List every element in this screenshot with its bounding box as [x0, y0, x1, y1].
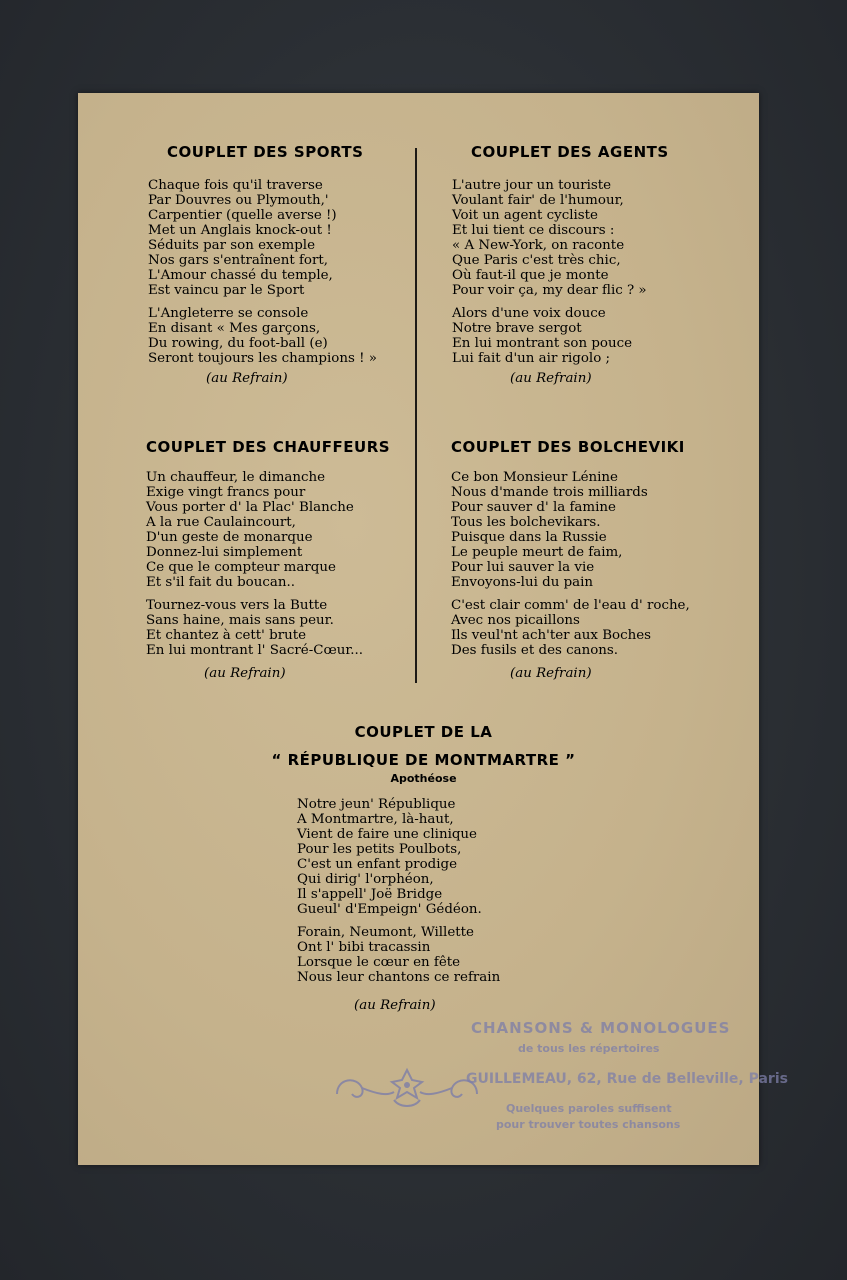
verse-line: Par Douvres ou Plymouth,': [148, 193, 329, 208]
verse-line: Exige vingt francs pour: [146, 485, 306, 500]
verse-line: Ce bon Monsieur Lénine: [451, 470, 618, 485]
verse-line: A la rue Caulaincourt,: [146, 515, 296, 530]
verse-line: Tournez-vous vers la Butte: [146, 598, 328, 613]
publisher-stamp-slogan-2: pour trouver toutes chansons: [496, 1118, 681, 1131]
verse-line: Que Paris c'est très chic,: [452, 253, 621, 268]
couplet-agents: [452, 143, 669, 366]
verse-line: Du rowing, du foot-ball (e): [148, 336, 328, 351]
verse-line: C'est clair comm' de l'eau d' roche,: [451, 598, 690, 613]
verse-line: Ils veul'nt ach'ter aux Boches: [451, 628, 652, 643]
verse-line: Puisque dans la Russie: [451, 530, 607, 545]
couplet-republique-stanza-1: [297, 797, 500, 917]
verse-line: C'est un enfant prodige: [297, 857, 458, 872]
verse-line: « A New-York, on raconte: [452, 238, 625, 253]
verse-line: Forain, Neumont, Willette: [297, 925, 474, 940]
verse-line: Notre brave sergot: [452, 321, 582, 336]
verse-line: Séduits par son exemple: [148, 238, 315, 253]
verse-line: Pour les petits Poulbots,: [297, 842, 462, 857]
verse-line: En lui montrant l' Sacré-Cœur...: [146, 643, 364, 658]
verse-line: Ce que le compteur marque: [146, 560, 336, 575]
verse-line: Envoyons-lui du pain: [451, 575, 594, 590]
agents-refrain: (au Refrain): [510, 371, 592, 386]
verse-line: Gueul' d'Empeign' Gédéon.: [297, 902, 482, 917]
verse-line: Vient de faire une clinique: [297, 827, 477, 842]
chauffeurs-refrain: (au Refrain): [204, 666, 286, 681]
couplet-sports-stanza-2: [148, 306, 377, 366]
verse-line: Où faut-il que je monte: [452, 268, 609, 283]
verse-line: D'un geste de monarque: [146, 530, 313, 545]
verse-line: Notre jeun' République: [297, 797, 456, 812]
publisher-stamp-slogan-1: Quelques paroles suffisent: [506, 1102, 672, 1115]
verse-line: Pour voir ça, my dear flic ? »: [452, 283, 647, 298]
verse-line: L'autre jour un touriste: [452, 178, 612, 193]
publisher-stamp-subtitle: de tous les répertoires: [518, 1042, 660, 1055]
couplet-agents-stanza-2: [452, 306, 669, 366]
couplet-agents-title: COUPLET DES AGENTS: [471, 143, 669, 161]
couplet-chauffeurs-stanza-1: [146, 470, 390, 590]
verse-line: Et lui tient ce discours :: [452, 223, 615, 238]
verse-line: Carpentier (quelle averse !): [148, 208, 337, 223]
verse-line: Tous les bolchevikars.: [451, 515, 601, 530]
verse-line: Seront toujours les champions ! »: [148, 351, 377, 366]
verse-line: Voulant fair' de l'humour,: [452, 193, 624, 208]
couplet-sports-stanza-1: [148, 178, 377, 298]
verse-line: En lui montrant son pouce: [452, 336, 633, 351]
verse-line: A Montmartre, là-haut,: [297, 812, 454, 827]
verse-line: Est vaincu par le Sport: [148, 283, 305, 298]
republique-title-line-2: “ RÉPUBLIQUE DE MONTMARTRE ”: [271, 751, 576, 769]
couplet-republique-stanza-2: [297, 925, 500, 985]
verse-line: Lui fait d'un air rigolo ;: [452, 351, 611, 366]
verse-line: Et s'il fait du boucan..: [146, 575, 295, 590]
sports-refrain: (au Refrain): [206, 371, 288, 386]
verse-line: Et chantez à cett' brute: [146, 628, 307, 643]
verse-line: En disant « Mes garçons,: [148, 321, 321, 336]
couplet-chauffeurs: [146, 438, 390, 658]
verse-line: Voit un agent cycliste: [452, 208, 598, 223]
verse-line: Qui dirig' l'orphéon,: [297, 872, 434, 887]
verse-line: Donnez-lui simplement: [146, 545, 303, 560]
verse-line: Lorsque le cœur en fête: [297, 955, 461, 970]
couplet-sports-title: COUPLET DES SPORTS: [167, 143, 364, 161]
verse-line: Le peuple meurt de faim,: [451, 545, 623, 560]
flourish-ornament-icon: [332, 1064, 482, 1112]
verse-line: Il s'appell' Joë Bridge: [297, 887, 443, 902]
publisher-stamp-title: CHANSONS & MONOLOGUES: [471, 1019, 731, 1037]
verse-line: Alors d'une voix douce: [452, 306, 606, 321]
verse-line: Nous leur chantons ce refrain: [297, 970, 501, 985]
bolcheviki-refrain: (au Refrain): [510, 666, 592, 681]
verse-line: Met un Anglais knock-out !: [148, 223, 332, 238]
verse-line: L'Angleterre se console: [148, 306, 309, 321]
verse-line: Vous porter d' la Plac' Blanche: [146, 500, 354, 515]
couplet-chauffeurs-stanza-2: [146, 598, 390, 658]
verse-line: Avec nos picaillons: [451, 613, 580, 628]
verse-line: Des fusils et des canons.: [451, 643, 619, 658]
couplet-agents-stanza-1: [452, 178, 669, 298]
couplet-bolcheviki: [451, 438, 690, 658]
republique-subtitle: Apothéose: [390, 772, 457, 785]
verse-line: Un chauffeur, le dimanche: [146, 470, 326, 485]
couplet-republique: [297, 797, 500, 985]
verse-line: Chaque fois qu'il traverse: [148, 178, 323, 193]
republique-title-line-1: COUPLET DE LA: [354, 723, 493, 741]
couplet-bolcheviki-stanza-1: [451, 470, 690, 590]
publisher-stamp-address: GUILLEMEAU, 62, Rue de Belleville, Paris: [466, 1071, 788, 1087]
verse-line: Nos gars s'entraînent fort,: [148, 253, 329, 268]
verse-line: L'Amour chassé du temple,: [148, 268, 333, 283]
couplet-bolcheviki-title: COUPLET DES BOLCHEVIKI: [451, 438, 685, 456]
couplet-chauffeurs-title: COUPLET DES CHAUFFEURS: [146, 438, 391, 456]
couplet-sports: [148, 143, 377, 366]
column-divider: [415, 148, 417, 683]
verse-line: Pour sauver d' la famine: [451, 500, 616, 515]
republique-refrain: (au Refrain): [354, 998, 436, 1013]
verse-line: Nous d'mande trois milliards: [451, 485, 648, 500]
verse-line: Ont l' bibi tracassin: [297, 940, 431, 955]
verse-line: Sans haine, mais sans peur.: [146, 613, 334, 628]
couplet-bolcheviki-stanza-2: [451, 598, 690, 658]
verse-line: Pour lui sauver la vie: [451, 560, 595, 575]
